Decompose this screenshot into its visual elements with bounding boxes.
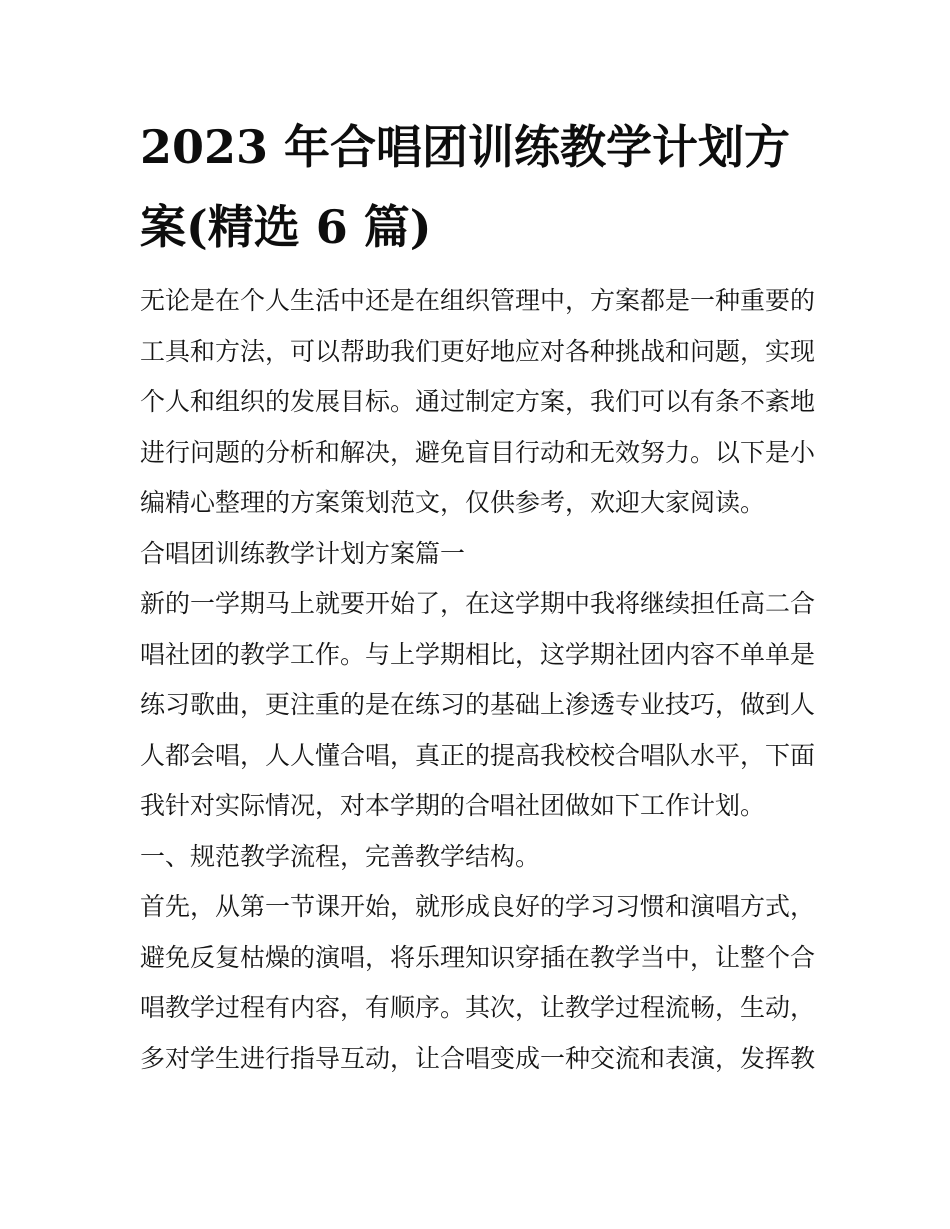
- document-body: [140, 276, 815, 1084]
- text-line: 进行问题的分析和解决，避免盲目行动和无效努力。以下是小: [140, 437, 816, 467]
- text-line: 避免反复枯燥的演唱，将乐理知识穿插在教学当中，让整个合: [140, 942, 816, 972]
- text-line: 个人和组织的发展目标。通过制定方案，我们可以有条不紊地: [140, 387, 816, 416]
- text-line: 合唱团训练教学计划方案篇一: [140, 538, 466, 568]
- text-line: 我针对实际情况，对本学期的合唱社团做如下工作计划。: [140, 791, 766, 820]
- document-title: [140, 112, 815, 262]
- intro-paragraph: [140, 276, 815, 529]
- text-line: 一、规范教学流程，完善教学结构。: [140, 841, 541, 871]
- section-heading: [140, 529, 815, 580]
- text-line: 编精心整理的方案策划范文，仅供参考，欢迎大家阅读。: [140, 488, 766, 517]
- text-line: 人都会唱，人人懂合唱，真正的提高我校校合唱队水平，下面: [140, 740, 816, 770]
- text-line: 多对学生进行指导互动，让合唱变成一种交流和表演，发挥教: [140, 1043, 816, 1073]
- body-paragraph: [140, 579, 815, 832]
- text-line: 首先，从第一节课开始，就形成良好的学习习惯和演唱方式，: [140, 892, 816, 921]
- text-line: 唱社团的教学工作。与上学期相比，这学期社团内容不单单是: [140, 639, 816, 669]
- text-line: 工具和方法，可以帮助我们更好地应对各种挑战和问题，实现: [140, 336, 816, 366]
- text-line: 唱教学过程有内容，有顺序。其次，让教学过程流畅，生动，: [140, 993, 816, 1022]
- text-line: 新的一学期马上就要开始了，在这学期中我将继续担任高二合: [140, 589, 816, 618]
- title-line-2: 案(精选 6 篇): [140, 200, 432, 254]
- text-line: 无论是在个人生活中还是在组织管理中，方案都是一种重要的: [140, 286, 816, 315]
- document-page: [140, 112, 815, 1084]
- title-line-1: 2023 年合唱团训练教学计划方: [140, 120, 791, 174]
- body-paragraph: [140, 882, 815, 1084]
- subsection-heading: [140, 832, 815, 883]
- text-line: 练习歌曲，更注重的是在练习的基础上渗透专业技巧，做到人: [140, 690, 816, 719]
